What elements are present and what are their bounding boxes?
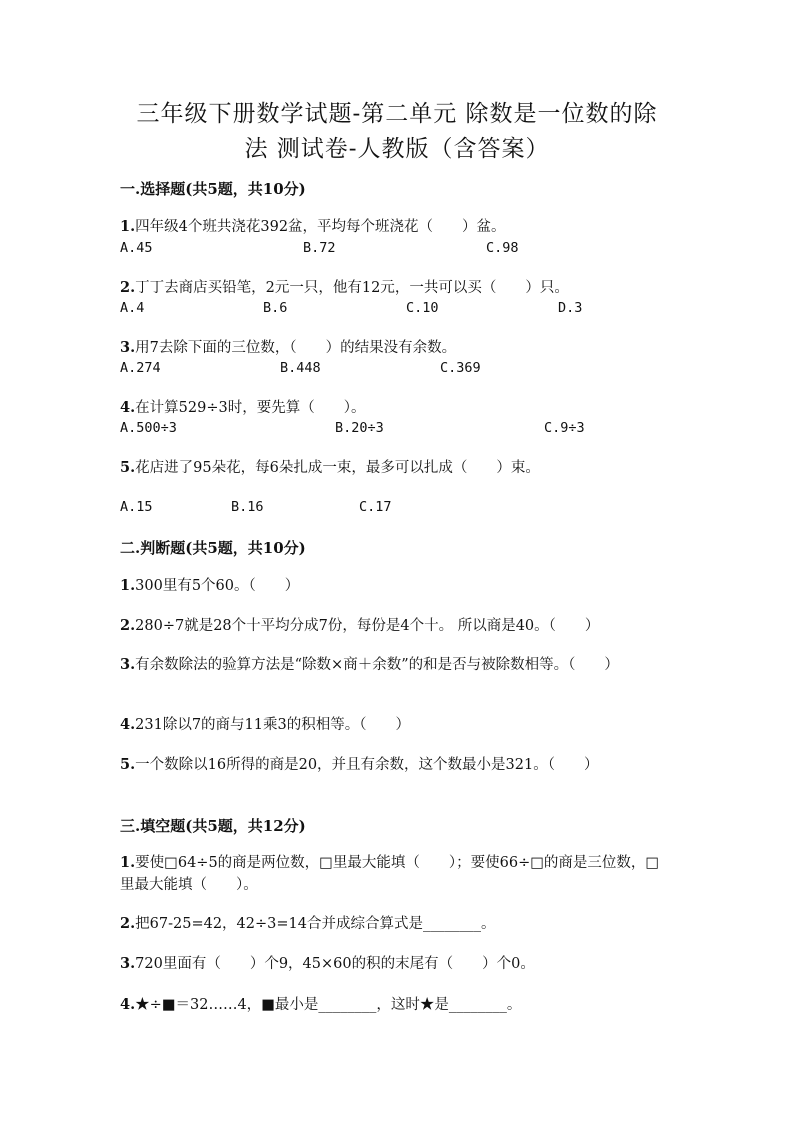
option: B.448 bbox=[280, 360, 321, 376]
options-row bbox=[120, 240, 680, 260]
question-text: 4.231除以7的商与11乘3的积相等。（ ） bbox=[120, 716, 410, 733]
question-text: 3.720里面有（ ）个9，45×60的积的末尾有（ ）个0。 bbox=[120, 955, 535, 972]
option: C.98 bbox=[486, 240, 519, 256]
question-text: 3.用7去除下面的三位数，（ ）的结果没有余数。 bbox=[120, 339, 457, 356]
question-text: 3.有余数除法的验算方法是“除数×商＋余数”的和是否与被除数相等。（ ） bbox=[120, 656, 619, 673]
doc-title-line-2: 法 测试卷-人教版（含答案） bbox=[244, 136, 550, 162]
question-text: 1.300里有5个60。（ ） bbox=[120, 577, 300, 594]
question-text: 4.★÷■＝32……4，■最小是________，这时★是________。 bbox=[120, 996, 522, 1013]
question-text: 5.一个数除以16所得的商是20，并且有余数，这个数最小是321。（ ） bbox=[120, 756, 599, 773]
option: A.4 bbox=[120, 300, 145, 316]
section-heading-judgement: 二.判断题(共5题，共10分) bbox=[120, 539, 306, 557]
option: A.500÷3 bbox=[120, 420, 177, 436]
option: B.72 bbox=[303, 240, 336, 256]
option: C.17 bbox=[359, 499, 392, 515]
question-text: 2.丁丁去商店买铅笔，2元一只，他有12元，一共可以买（ ）只。 bbox=[120, 279, 569, 296]
question-text: 1.四年级4个班共浇花392盆，平均每个班浇花（ ）盆。 bbox=[120, 218, 506, 235]
question-text: 4.在计算529÷3时，要先算（ ）。 bbox=[120, 399, 366, 416]
option: A.274 bbox=[120, 360, 161, 376]
question-text: 2.280÷7就是28个十平均分成7份，每份是4个十。 所以商是40。（ ） bbox=[120, 617, 600, 634]
options-row bbox=[120, 360, 680, 380]
option: D.3 bbox=[558, 300, 583, 316]
options-row bbox=[120, 499, 680, 519]
section-heading-fill-in: 三.填空题(共5题，共12分) bbox=[120, 817, 306, 835]
option: A.45 bbox=[120, 240, 153, 256]
doc-title-line-1: 三年级下册数学试题-第二单元 除数是一位数的除 bbox=[136, 101, 658, 127]
section-heading-choice: 一.选择题(共5题，共10分) bbox=[120, 180, 306, 198]
options-row bbox=[120, 300, 680, 320]
option: B.20÷3 bbox=[335, 420, 384, 436]
option: A.15 bbox=[120, 499, 153, 515]
question-text: 1.要使□64÷5的商是两位数，□里最大能填（ ）；要使66÷□的商是三位数，□里最大能填（ ）。 bbox=[120, 854, 660, 893]
option: B.6 bbox=[263, 300, 288, 316]
option: C.10 bbox=[406, 300, 439, 316]
option: C.9÷3 bbox=[544, 420, 585, 436]
question-text: 2.把67-25=42，42÷3=14合并成综合算式是________。 bbox=[120, 915, 496, 932]
option: C.369 bbox=[440, 360, 481, 376]
options-row bbox=[120, 420, 680, 440]
question-text: 5.花店进了95朵花，每6朵扎成一束，最多可以扎成（ ）束。 bbox=[120, 459, 540, 476]
option: B.16 bbox=[231, 499, 264, 515]
